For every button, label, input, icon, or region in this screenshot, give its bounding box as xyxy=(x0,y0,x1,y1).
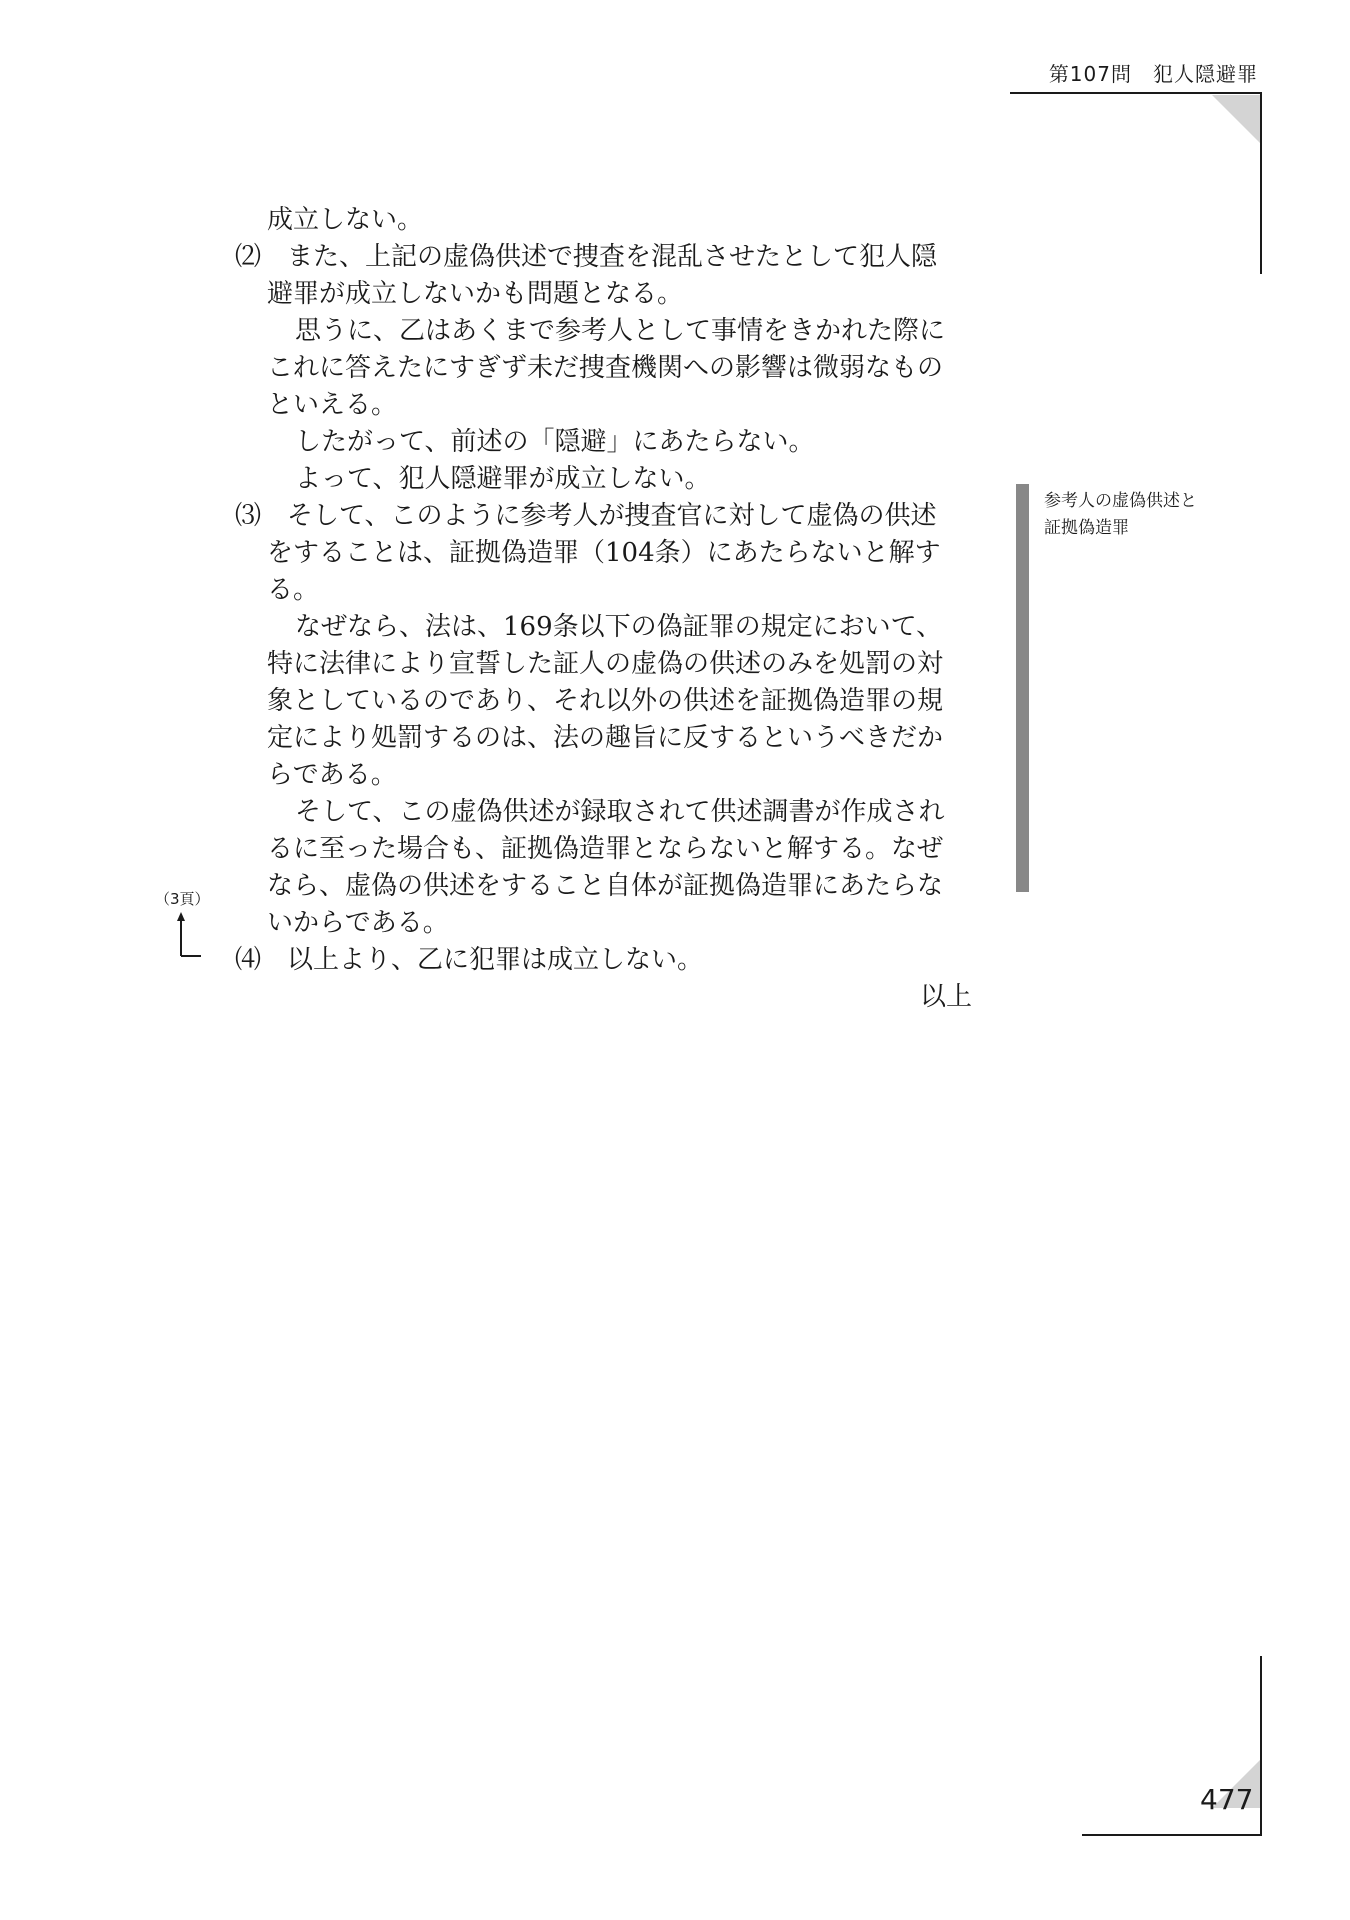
paragraph-number: ⑷ xyxy=(235,945,262,975)
header-title: 第107問 犯人隠避罪 xyxy=(1048,62,1258,86)
text-line: そして、この虚偽供述が録取されて供述調書が作成され xyxy=(295,797,945,827)
corner-triangle-top xyxy=(1212,95,1262,145)
text-line: るに至った場合も、証拠偽造罪とならないと解する。なぜ xyxy=(267,834,944,864)
page-number: 477 xyxy=(1200,1783,1254,1816)
conclusion: 以上 xyxy=(919,982,972,1012)
text-line: また、上記の虚偽供述で捜査を混乱させたとして犯人隠 xyxy=(287,242,938,272)
text-line: 象としているのであり、それ以外の供述を証拠偽造罪の規 xyxy=(267,686,944,716)
answer-body xyxy=(235,202,980,1016)
paragraph-number: ⑶ xyxy=(235,501,262,531)
text-line: なぜなら、法は、169条以下の偽証罪の規定において、 xyxy=(295,612,943,642)
text-line: いからである。 xyxy=(267,908,449,938)
numbered-paragraph-2 xyxy=(235,239,980,276)
margin-note-line: 参考人の虚偽供述と xyxy=(1044,491,1197,511)
footer-vertical-rule xyxy=(1260,1656,1262,1836)
text-line: 思うに、乙はあくまで参考人として事情をきかれた際に xyxy=(295,316,946,346)
text-line: らである。 xyxy=(267,760,397,790)
text-line: る。 xyxy=(267,575,320,605)
header-rule xyxy=(1010,92,1262,94)
paragraph-number: ⑵ xyxy=(235,242,262,272)
margin-highlight-bar xyxy=(1016,484,1029,892)
text-line: よって、犯人隠避罪が成立しない。 xyxy=(295,464,711,494)
numbered-paragraph-3 xyxy=(235,498,980,535)
numbered-paragraph-4 xyxy=(235,942,980,979)
text-line: 避罪が成立しないかも問題となる。 xyxy=(267,279,684,309)
text-line: 定により処罰するのは、法の趣旨に反するというべきだか xyxy=(267,723,944,753)
text-line: 成立しない。 xyxy=(267,205,424,235)
page-reference-marker: （3頁） xyxy=(155,890,210,908)
text-line: そして、このように参考人が捜査官に対して虚偽の供述 xyxy=(287,501,937,531)
text-line: といえる。 xyxy=(267,390,398,420)
text-line: これに答えたにすぎず未だ捜査機関への影響は微弱なもの xyxy=(267,353,944,383)
margin-note-line: 証拠偽造罪 xyxy=(1044,518,1129,538)
margin-note xyxy=(1044,488,1244,542)
text-line: したがって、前述の「隠避」にあたらない。 xyxy=(295,427,815,457)
text-line: 以上より、乙に犯罪は成立しない。 xyxy=(287,945,704,975)
text-line: 特に法律により宣誓した証人の虚偽の供述のみを処罰の対 xyxy=(267,649,944,679)
text-line: をすることは、証拠偽造罪（104条）にあたらないと解す xyxy=(267,538,941,568)
up-arrow-icon xyxy=(176,912,206,962)
footer-rule xyxy=(1082,1834,1262,1836)
text-line: なら、虚偽の供述をすること自体が証拠偽造罪にあたらな xyxy=(267,871,944,901)
